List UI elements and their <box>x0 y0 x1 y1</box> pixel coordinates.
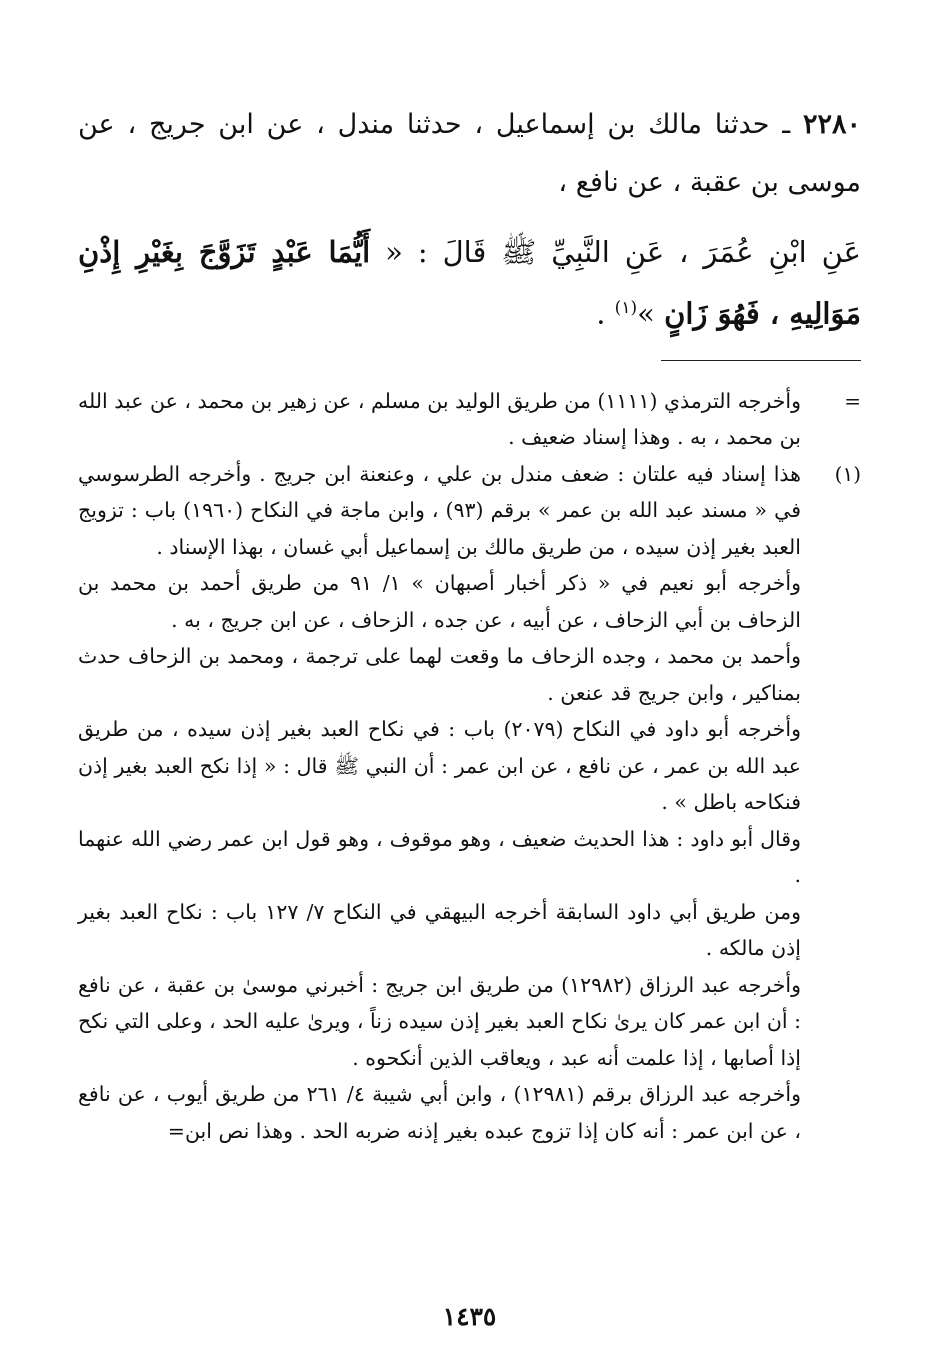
hadith-isnad <box>78 96 861 212</box>
footnote-1-body <box>78 456 801 1150</box>
footnote-paragraph: وأخرجه أبو نعيم في « ذكر أخبار أصبهان » ١/ ٩١ من طريق أحمد بن محمد بن الزحاف بن أبي الزحاف ، عن أبيه ، عن جده ، الزحاف ، عن ابن جريج ، به . <box>78 571 801 632</box>
hadith-isnad-text: ـ حدثنا مالك بن إسماعيل ، حدثنا مندل ، عن ابن جريج ، عن موسى بن عقبة ، عن نافع ، <box>78 109 861 198</box>
footnote-paragraph: وأحمد بن محمد ، وجده الزحاف ما وقعت لهما على ترجمة ، ومحمد بن الزحاف حدث بمناكير ، وابن جريج قد عنعن . <box>78 644 801 705</box>
footnote-paragraph: وقال أبو داود : هذا الحديث ضعيف ، وهو موقوف ، وهو قول ابن عمر رضي الله عنهما . <box>78 826 801 888</box>
continuation-marker: = <box>844 388 861 413</box>
footnote-1 <box>78 456 861 1150</box>
footnote-separator <box>661 360 861 361</box>
footnote-1-marker: (١) <box>834 461 861 486</box>
footnote-paragraph: هذا إسناد فيه علتان : ضعف مندل بن علي ، وعنعنة ابن جريج . وأخرجه الطرسوسي في « مسند عبد الله بن عمر » برقم (٩٣) ، وابن ماجة في النكاح (١٩٦٠) باب : تزويج العبد بغير إذن سيده ، من طريق مالك بن إسماعيل أبي غسان ، بهذا الإسناد . <box>78 461 802 559</box>
footnote-paragraph: وأخرجه عبد الرزاق (١٢٩٨٢) من طريق ابن جريج : أخبرني موسىٰ بن عقبة ، عن نافع : أن ابن عمر كان يرىٰ نكاح العبد بغير إذن سيده زناً ، ويرىٰ عليه الحد ، وعلى التي نكح إذا أصابها ، إذا علمت أنه عبد ، ويعاقب الذين أنكحوه . <box>78 972 801 1070</box>
footnote-reference: (١) <box>614 298 638 318</box>
hadith-text-close: » <box>637 296 655 331</box>
footnote-paragraph: ومن طريق أبي داود السابقة أخرجه البيهقي في النكاح ٧/ ١٢٧ باب : نكاح العبد بغير إذن مالكه . <box>78 899 801 961</box>
footnote-paragraph: وأخرجه أبو داود في النكاح (٢٠٧٩) باب : في نكاح العبد بغير إذن سيده ، من طريق عبد الله بن عمر ، عن نافع ، عن ابن عمر : أن النبي ﷺ قال : « إذا نكح العبد بغير إذن فنكاحه باطل » . <box>78 717 801 815</box>
page-number: ١٤٣٥ <box>442 1302 497 1331</box>
hadith-number: ٢٢٨٠ <box>802 109 861 140</box>
hadith-text <box>78 224 861 342</box>
book-page <box>78 96 861 1332</box>
footnote-paragraph: وأخرجه عبد الرزاق برقم (١٢٩٨١) ، وابن أبي شيبة ٤/ ٢٦١ من طريق أيوب ، عن نافع ، عن ابن عمر : أنه كان إذا تزوج عبده بغير إذنه ضربه الحد . وهذا نص ابن= <box>78 1082 801 1143</box>
footnote-continuation <box>78 383 861 456</box>
hadith-text-matn: أَيُّمَا عَبْدٍ تَزَوَّجَ بِغَيْرِ إِذْنِ مَوَالِيهِ ، فَهُوَ زَانٍ <box>78 235 861 331</box>
hadith-text-end: . <box>596 296 615 331</box>
hadith-text-intro: عَنِ ابْنِ عُمَرَ ، عَنِ النَّبِيِّ ﷺ قَالَ : « <box>385 235 861 269</box>
footnote-continuation-text: وأخرجه الترمذي (١١١١) من طريق الوليد بن مسلم ، عن زهير بن محمد ، عن عبد الله بن محمد ، به . وهذا إسناد ضعيف . <box>78 388 802 450</box>
